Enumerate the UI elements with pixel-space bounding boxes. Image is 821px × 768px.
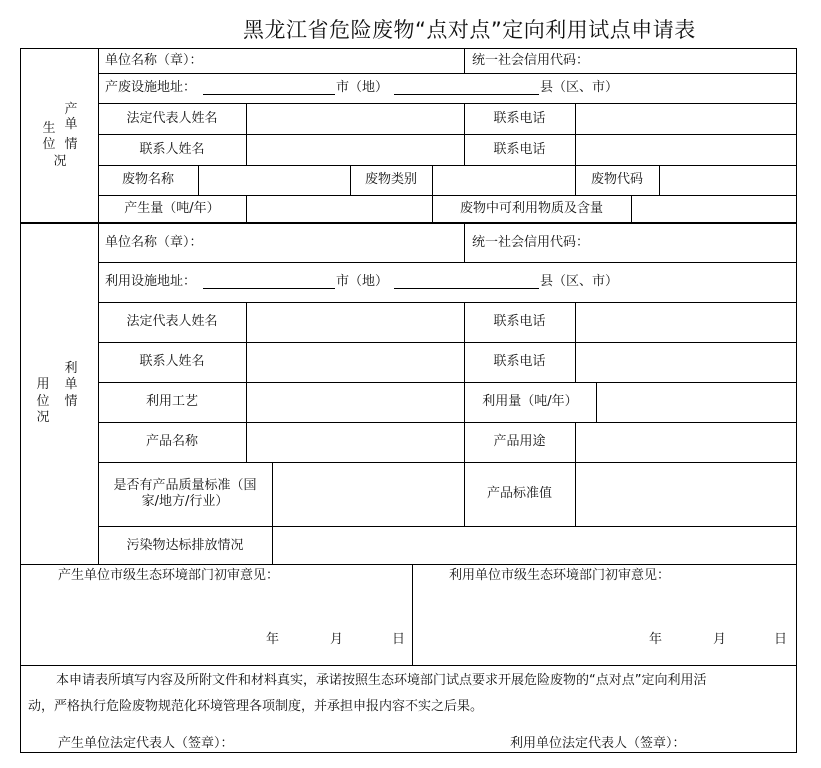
label-char: 单 [64,117,78,132]
usable-content-label: 废物中可利用物质及含量 [459,201,603,216]
producer-phone2-label: 联系电话 [493,142,546,157]
producer-legal-rep-label: 法定代表人姓名 [126,111,218,126]
user-opinion-label: 利用单位市级生态环境部门初审意见： [449,568,671,583]
producer-address-county-field[interactable] [394,82,539,95]
user-address-county-field[interactable] [394,276,539,289]
producer-phone-label: 联系电话 [493,111,546,126]
amount-field[interactable] [597,383,796,421]
declaration-line1: 本申请表所填写内容及所附文件和材料真实，承诺按照生态环境部门试点要求开展危险废物的“点对点”定向利用活 [56,673,707,688]
section-divider-user [20,564,797,565]
waste-code-field[interactable] [660,166,796,194]
waste-category-label: 废物类别 [364,172,417,187]
producer-contact-label: 联系人姓名 [139,142,205,157]
grid-line [464,222,465,262]
usable-content-field[interactable] [632,196,796,221]
product-name-field[interactable] [247,423,463,461]
label-char: 产 [64,102,78,117]
label-char: 生 [42,121,56,136]
user-contact-field[interactable] [247,343,463,381]
producer-opinion-month: 月 [330,632,344,647]
process-label: 利用工艺 [145,394,198,409]
user-address-county: 县（区、市） [540,274,619,289]
label-char: 情 [64,394,78,409]
producer-unit-name: 单位名称（章）： [105,53,203,68]
label-char: 位 [42,137,56,152]
user-phone2-label: 联系电话 [493,354,546,369]
producer-signature-label: 产生单位法定代表人（签章）： [58,736,234,751]
user-opinion-day: 日 [774,632,788,647]
user-address-city-field[interactable] [203,276,335,289]
product-use-field[interactable] [576,423,796,461]
producer-opinion-field[interactable] [22,587,410,629]
label-char: 情 [64,137,78,152]
producer-opinion-year: 年 [266,632,280,647]
product-standard-field[interactable] [576,463,796,525]
user-opinion-month: 月 [713,632,727,647]
label-char: 位 [36,394,50,409]
producer-opinion-day: 日 [392,632,406,647]
user-credit-code: 统一社会信用代码： [472,235,590,250]
user-opinion-year: 年 [649,632,663,647]
pollutant-field[interactable] [273,527,796,563]
section-divider-producer [20,222,797,224]
label-char: 单 [64,377,78,392]
producer-opinion-label: 产生单位市级生态环境部门初审意见： [58,568,280,583]
user-phone2-field[interactable] [576,343,796,381]
quality-standard-field[interactable] [273,463,463,525]
quality-standard-label-line1: 是否有产品质量标准（国 [113,478,257,493]
amount-label: 利用量（吨/年） [482,394,578,409]
producer-address-city-field[interactable] [203,82,335,95]
user-legal-rep-label: 法定代表人姓名 [126,314,218,329]
producer-phone2-field[interactable] [576,135,796,164]
waste-name-field[interactable] [199,166,349,194]
user-opinion-field[interactable] [414,587,796,629]
user-address-label: 利用设施地址： [105,274,197,289]
label-char: 况 [53,154,67,169]
grid-line [412,564,413,665]
grid-line [98,262,797,263]
grid-line [98,73,797,74]
producer-credit-code: 统一社会信用代码： [472,53,590,68]
user-signature-label: 利用单位法定代表人（签章）： [510,736,686,751]
user-address-city: 市（地） [336,274,389,289]
producer-contact-field[interactable] [247,135,463,164]
form-title: 黑龙江省危险废物“点对点”定向利用试点申请表 [243,18,696,42]
pollutant-label: 污染物达标排放情况 [126,538,244,553]
producer-address-county: 县（区、市） [540,80,619,95]
output-label: 产生量（吨/年） [124,201,220,216]
waste-category-field[interactable] [433,166,574,194]
product-name-label: 产品名称 [145,434,198,449]
user-legal-rep-field[interactable] [247,303,463,341]
producer-legal-rep-field[interactable] [247,104,463,133]
grid-line [464,48,465,73]
product-standard-label: 产品标准值 [486,486,552,501]
quality-standard-label-line2: 家/地方/行业） [141,494,229,509]
user-phone-label: 联系电话 [493,314,546,329]
declaration-line2: 动，严格执行危险废物规范化环境管理各项制度，并承担申报内容不实之后果。 [28,699,484,714]
label-char: 用 [36,377,50,392]
producer-address-city: 市（地） [336,80,389,95]
user-unit-name: 单位名称（章）： [105,235,203,250]
output-field[interactable] [247,196,431,221]
label-char: 况 [36,410,50,425]
user-contact-label: 联系人姓名 [139,354,205,369]
waste-name-label: 废物名称 [121,172,174,187]
section-divider-opinions [20,665,797,666]
label-char: 利 [64,361,78,376]
product-use-label: 产品用途 [493,434,546,449]
producer-phone-field[interactable] [576,104,796,133]
user-phone-field[interactable] [576,303,796,341]
waste-code-label: 废物代码 [590,172,643,187]
process-field[interactable] [247,383,463,421]
producer-address-label: 产废设施地址： [105,80,197,95]
